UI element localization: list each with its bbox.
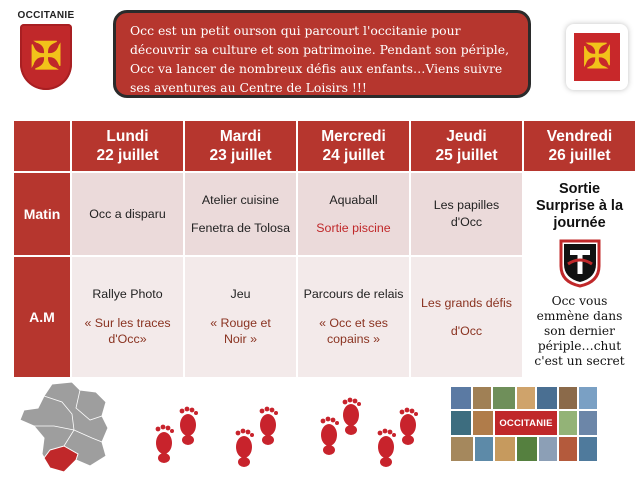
cell-matin-mardi <box>184 172 297 256</box>
logo-label: OCCITANIE <box>17 10 75 21</box>
outing-text: Occ vous emmène dans son dernier périple…chut c'est un secret <box>534 294 625 368</box>
activity-text: d'Occ <box>450 324 483 338</box>
activity-text: Occ a disparu <box>89 207 166 221</box>
activity-text: Parcours de relais <box>303 287 404 301</box>
intro-text-box <box>113 10 531 98</box>
activity-subtitle: « Sur les traces d'Occ» <box>84 316 171 346</box>
activity-text: Les papilles d'Occ <box>433 198 500 229</box>
footprint-icon <box>156 407 198 463</box>
cell-am-mardi <box>184 256 297 378</box>
occitan-cross-icon: ✠ <box>574 33 620 81</box>
cell-am-jeudi <box>410 256 523 378</box>
schedule-table <box>12 119 637 377</box>
occitanie-photo-mosaic <box>450 386 598 462</box>
cell-matin-mercredi <box>297 172 410 256</box>
day-name: Vendredi <box>546 128 613 145</box>
activity-text: Fenetra de Tolosa <box>191 221 290 235</box>
occitanie-logo <box>8 10 84 102</box>
outing-title: Sortie Surprise à la journée <box>535 181 624 231</box>
day-name: Mardi <box>219 128 262 145</box>
activity-text: Rallye Photo <box>92 287 163 301</box>
day-date: 26 juillet <box>548 147 611 164</box>
cell-matin-jeudi <box>410 172 523 256</box>
activity-text: Jeu <box>230 287 251 301</box>
cell-am-mercredi <box>297 256 410 378</box>
activity-subtitle: « Rouge et Noir » <box>210 316 271 346</box>
day-date: 24 juillet <box>322 147 385 164</box>
row-label-matin: Matin <box>13 172 71 256</box>
footprint-icon <box>236 407 278 467</box>
rugby-club-logo-icon <box>558 238 602 288</box>
occitan-cross-icon: ✠ <box>20 24 72 90</box>
day-header-vendredi <box>523 120 636 172</box>
day-name: Jeudi <box>446 128 487 145</box>
day-header-jeudi <box>410 120 523 172</box>
activity-outing-text: Sortie piscine <box>316 221 391 235</box>
activity-text: Les grands défis <box>421 296 512 310</box>
day-date: 22 juillet <box>96 147 159 164</box>
day-header-mercredi <box>297 120 410 172</box>
footprint-icon <box>321 398 361 455</box>
day-date: 25 juillet <box>435 147 498 164</box>
row-label-am: A.M <box>13 256 71 378</box>
cell-vendredi-journee <box>523 172 636 378</box>
intro-text: Occ est un petit ourson qui parcourt l'occitanie pour découvrir sa culture et son patrimoine. Pendant son périple, Occ va lancer de nombreux défis aux enfants…Viens suivre ses aventures au Centre de Loisirs !!! <box>130 23 510 95</box>
footprints-trail <box>150 395 430 475</box>
corner-cell <box>13 120 71 172</box>
day-header-mardi <box>184 120 297 172</box>
cell-matin-lundi <box>71 172 184 256</box>
activity-subtitle: « Occ et ses copains » <box>319 316 388 346</box>
day-date: 23 juillet <box>209 147 272 164</box>
cell-am-lundi <box>71 256 184 378</box>
day-name: Lundi <box>106 128 149 145</box>
activity-text: Atelier cuisine <box>201 193 280 207</box>
occitan-flag <box>566 24 628 90</box>
day-name: Mercredi <box>321 128 386 145</box>
day-header-lundi <box>71 120 184 172</box>
mosaic-label: OCCITANIE <box>499 417 553 429</box>
footprint-icon <box>378 408 418 467</box>
activity-text: Aquaball <box>329 193 378 207</box>
france-map-icon <box>14 380 134 478</box>
